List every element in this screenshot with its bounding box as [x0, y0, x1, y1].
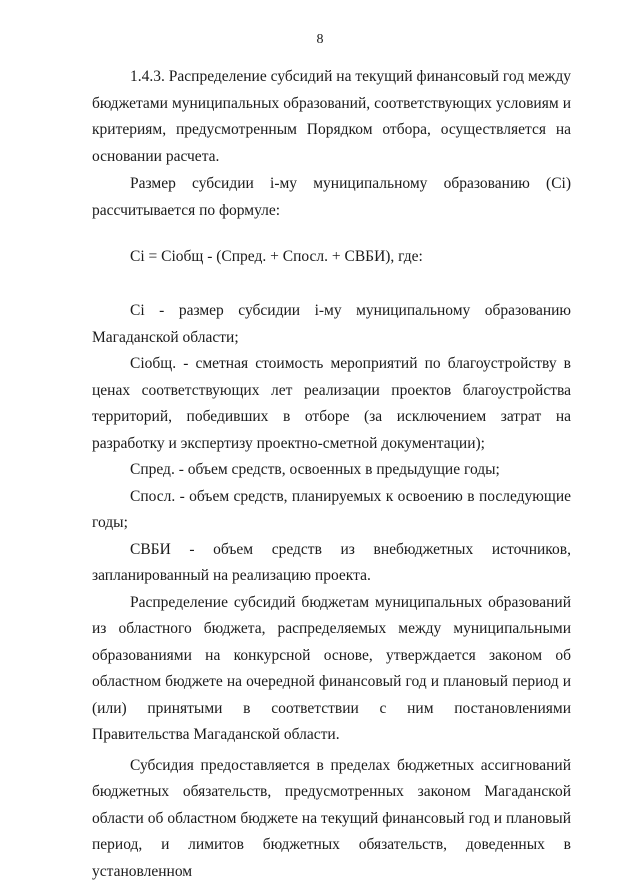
size-intro-block [92, 171, 571, 224]
paragraph-size-intro: Размер субсидии i-му муниципальному образованию (Ci) рассчитывается по формуле: [92, 171, 571, 224]
definition-svbi: СВБИ - объем средств из внебюджетных источников, запланированный на реализацию проекта. [92, 537, 571, 590]
definition-spred: Спред. - объем средств, освоенных в предыдущие годы; [92, 457, 571, 484]
definition-ci: Ci - размер субсидии i-му муниципальному образованию Магаданской области; [92, 298, 571, 351]
section-intro-block [92, 64, 571, 170]
formula: Ci = Ciобщ - (Спред. + Спосл. + СВБИ), где: [92, 244, 571, 271]
definitions-block [92, 298, 571, 885]
paragraph-intro: 1.4.3. Распределение субсидий на текущий финансовый год между бюджетами муниципальных образований, соответствующих условиям и критериям, предусмотренным Порядком отбора, осуществляется на основании расчета. [92, 64, 571, 170]
paragraph-subsidy: Субсидия предоставляется в пределах бюджетных ассигнований бюджетных обязательств, предусмотренных законом Магаданской области об областном бюджете на текущий финансовый год и плановый период, и лимитов бюджетных обязательств, доведенных в установленном [92, 753, 571, 885]
page-number: 8 [0, 32, 640, 48]
definition-ciobsch: Ciобщ. - сметная стоимость мероприятий по благоустройству в ценах соответствующих лет реализации проектов благоустройства территорий, победивших в отборе (за исключением затрат на разработку и экспертизу проектно-сметной документации); [92, 351, 571, 457]
definition-sposl: Спосл. - объем средств, планируемых к освоению в последующие годы; [92, 484, 571, 537]
paragraph-distribution: Распределение субсидий бюджетам муниципальных образований из областного бюджета, распределяемых между муниципальными образованиями на конкурсной основе, утверждается законом об областном бюджете на очередной финансовый год и плановый период и (или) принятыми в соответствии с ним постановлениями Правительства Магаданской области. [92, 590, 571, 749]
